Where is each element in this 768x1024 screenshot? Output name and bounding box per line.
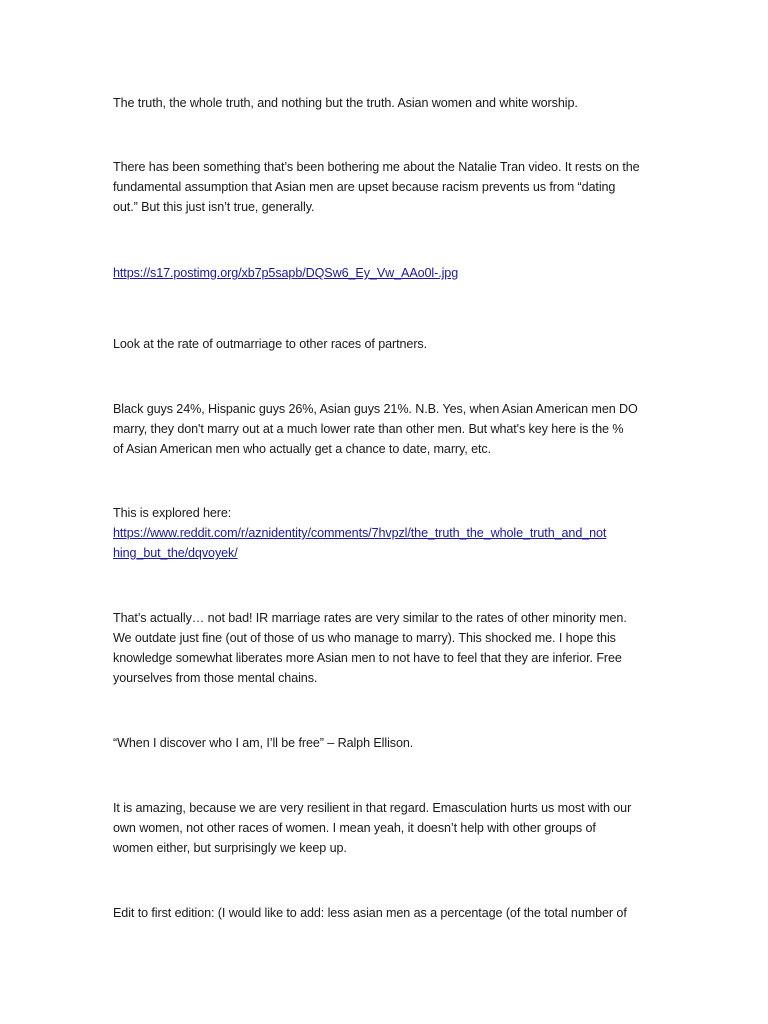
paragraph-spacer (113, 217, 658, 263)
text-line: We outdate just fine (out of those of us who manage to marry). This shocked me. I hope this (113, 631, 616, 645)
text-line: own women, not other races of women. I mean yeah, it doesn’t help with other groups of (113, 821, 596, 835)
reddit-link-line-1[interactable]: https://www.reddit.com/r/aznidentity/comments/7hvpzl/the_truth_the_whole_truth_and_not (113, 526, 607, 540)
paragraph-spacer (113, 688, 658, 733)
paragraph-spacer (113, 858, 658, 903)
text-line: There has been something that’s been bothering me about the Natalie Tran video. It rests on the (113, 160, 640, 174)
text-line: fundamental assumption that Asian men are upset because racism prevents us from “dating (113, 180, 616, 194)
paragraph-spacer (113, 283, 658, 334)
paragraph-spacer (113, 753, 658, 798)
paragraph-spacer (113, 459, 658, 503)
natalie-tran-paragraph (113, 157, 658, 217)
statistics-paragraph (113, 399, 658, 459)
paragraph-spacer (113, 354, 658, 399)
text-line: out.” But this just isn’t true, generally. (113, 200, 315, 214)
text-line: That’s actually… not bad! IR marriage rates are very similar to the rates of other minority men. (113, 611, 627, 625)
title-paragraph: The truth, the whole truth, and nothing but the truth. Asian women and white worship. (113, 96, 578, 110)
outmarriage-paragraph: Look at the rate of outmarriage to other races of partners. (113, 337, 428, 351)
text-line: yourselves from those mental chains. (113, 671, 318, 685)
postimg-link[interactable]: https://s17.postimg.org/xb7p5sapb/DQSw6_Ey_Vw_AAo0l-.jpg (113, 266, 459, 280)
resilience-paragraph (113, 798, 658, 858)
paragraph-spacer (113, 563, 658, 608)
ir-marriage-paragraph (113, 608, 658, 688)
text-line: Black guys 24%, Hispanic guys 26%, Asian guys 21%. N.B. Yes, when Asian American men DO (113, 402, 638, 416)
paragraph-spacer (113, 113, 658, 157)
quote-paragraph: “When I discover who I am, I’ll be free” – Ralph Ellison. (113, 736, 414, 750)
reddit-link-line-2[interactable]: hing_but_the/dqvoyek/ (113, 546, 238, 560)
text-line: women either, but surprisingly we keep up. (113, 841, 347, 855)
text-line: of Asian American men who actually get a chance to date, marry, etc. (113, 442, 491, 456)
text-line: It is amazing, because we are very resilient in that regard. Emasculation hurts us most with our (113, 801, 632, 815)
image-link-paragraph (113, 263, 658, 283)
text-line: This is explored here: (113, 506, 232, 520)
document-body (113, 93, 658, 923)
explored-paragraph (113, 503, 658, 563)
edit-paragraph: Edit to first edition: (I would like to add: less asian men as a percentage (of the total number of (113, 906, 627, 920)
text-line: marry, they don't marry out at a much lower rate than other men. But what's key here is the % (113, 422, 624, 436)
text-line: knowledge somewhat liberates more Asian men to not have to feel that they are inferior. Free (113, 651, 622, 665)
